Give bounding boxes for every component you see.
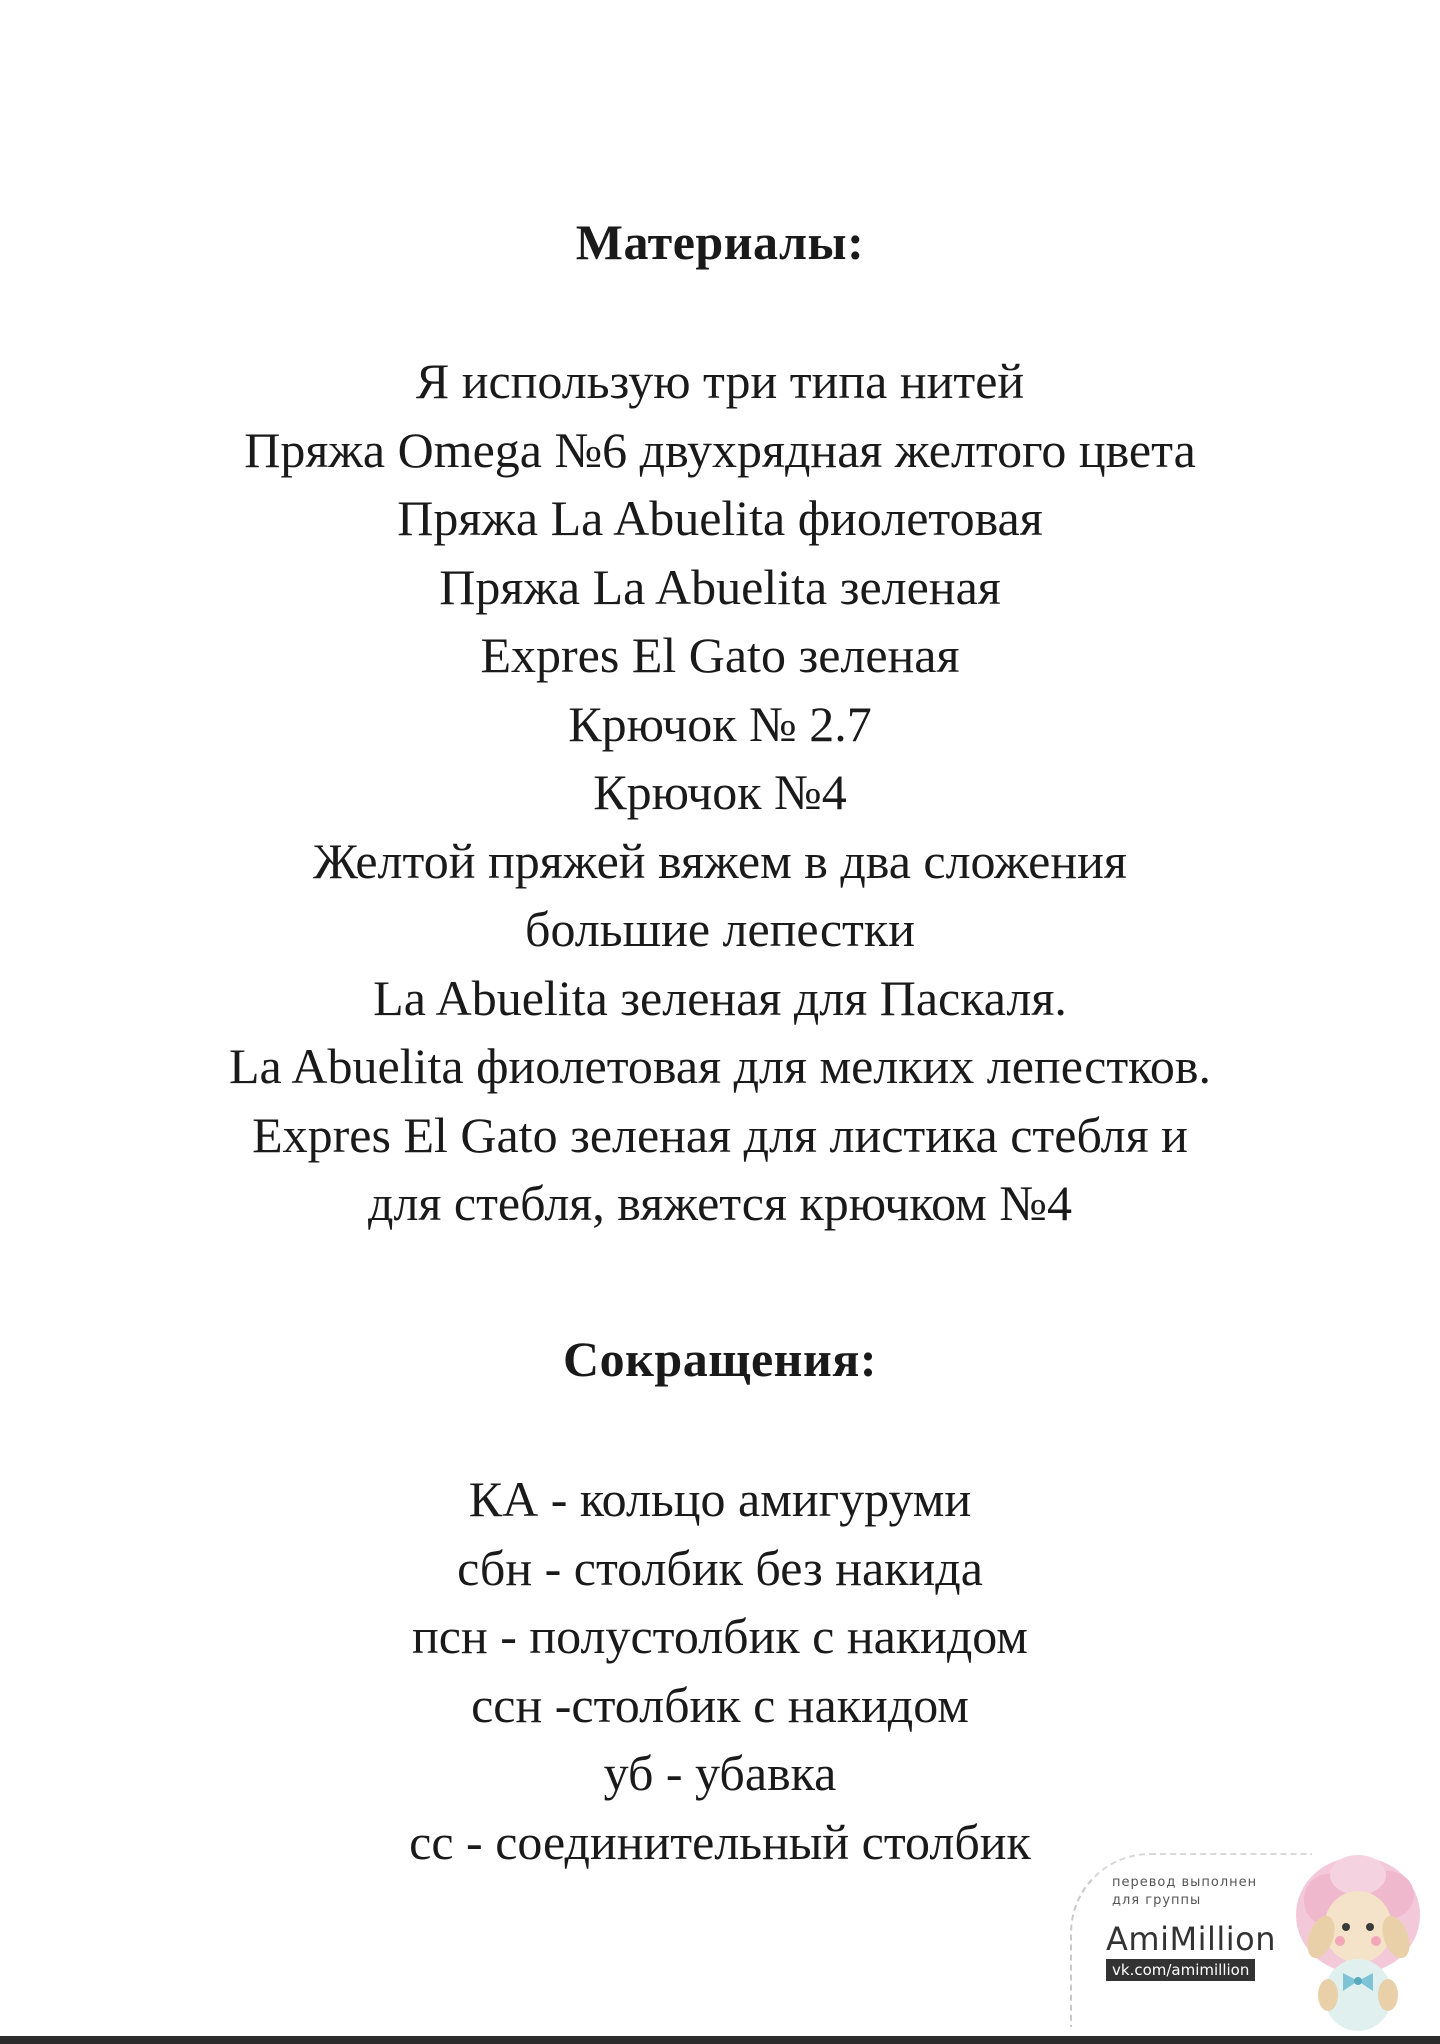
abbreviation-line: ссн -столбик с накидом (471, 1676, 969, 1733)
materials-line: Я использую три типа нитей (415, 353, 1025, 409)
abbreviations-title: Сокращения: (563, 1331, 877, 1387)
materials-line: Крючок №4 (593, 764, 847, 820)
watermark-url: vk.com/amimillion (1106, 1959, 1255, 1981)
materials-list (0, 347, 1440, 1238)
materials-line: Пряжа La Abuelita зеленая (439, 558, 1001, 615)
knitted-doll-icon (1288, 1845, 1438, 2035)
materials-line: большие лепестки (525, 901, 915, 957)
watermark-brand: AmiMillion (1106, 1920, 1276, 1958)
bottom-divider (0, 2036, 1440, 2044)
abbreviation-line: КА - кольцо амигуруми (468, 1471, 972, 1527)
materials-line: Крючок № 2.7 (568, 695, 872, 752)
abbreviation-line: сс - соединительный столбик (409, 1813, 1031, 1870)
materials-line: Желтой пряжей вяжем в два сложения (313, 832, 1127, 889)
materials-line: Пряжа La Abuelita фиолетовая (397, 490, 1043, 546)
abbreviations-list (0, 1465, 1440, 1876)
abbreviation-line: псн - полустолбик с накидом (412, 1608, 1028, 1664)
amimillion-watermark (1060, 1845, 1440, 2035)
materials-line: La Abuelita фиолетовая для мелких лепестков. (228, 1038, 1212, 1094)
abbreviation-line: сбн - столбик без накида (457, 1539, 983, 1596)
abbreviation-line: уб - убавка (603, 1745, 837, 1801)
materials-line: La Abuelita зеленая для Паскаля. (373, 969, 1067, 1026)
materials-title: Материалы: (575, 214, 865, 270)
materials-line: для стебля, вяжется крючком №4 (368, 1175, 1072, 1231)
materials-line: Expres El Gato зеленая (480, 627, 960, 683)
materials-line: Пряжа Omega №6 двухрядная желтого цвета (244, 421, 1196, 478)
watermark-caption: перевод выполнен (1112, 1875, 1258, 1890)
materials-line: Expres El Gato зеленая для листика стебля и (252, 1106, 1188, 1163)
watermark-caption-2: для группы (1112, 1893, 1202, 1908)
